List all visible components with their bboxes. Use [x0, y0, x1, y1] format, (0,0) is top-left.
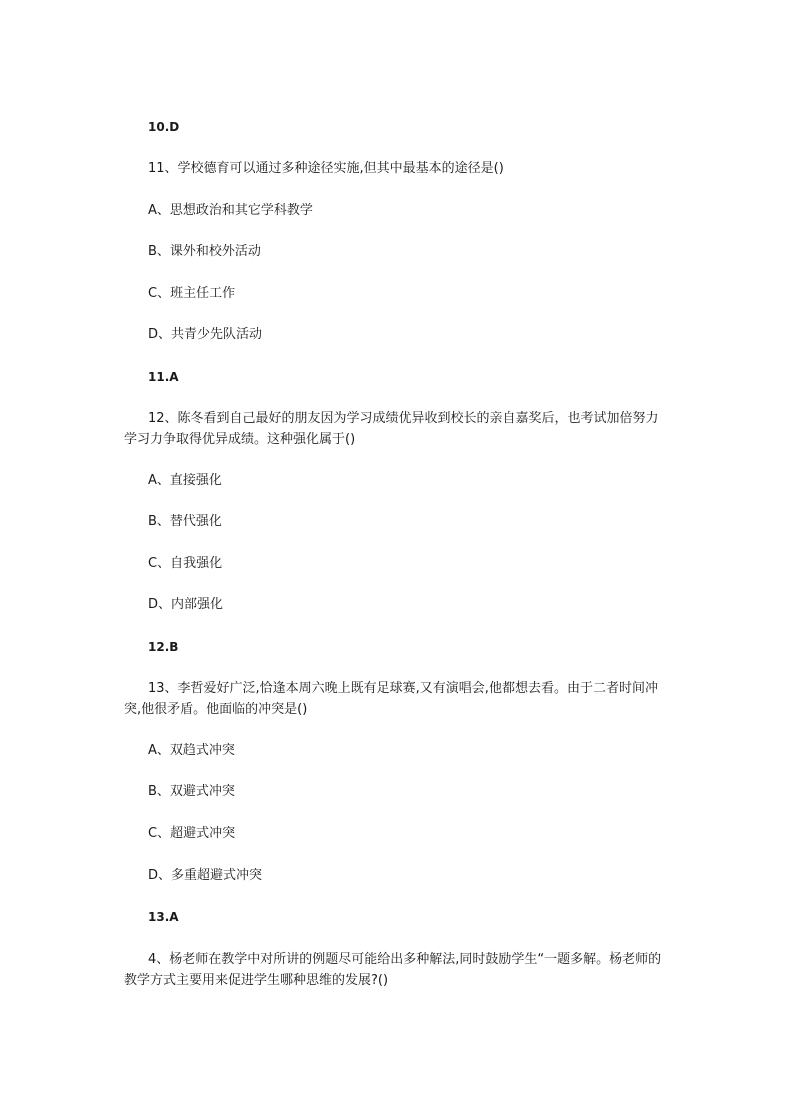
answer-11: 11.A: [148, 370, 179, 384]
option-11-a: A、思想政治和其它学科教学: [148, 203, 313, 218]
question-12: 12、陈冬看到自己最好的朋友因为学习成绩优异收到校长的亲自嘉奖后，也考试加倍努力学习力争取得优异成绩。这种强化属于(): [124, 411, 659, 447]
option-13-b: B、双避式冲突: [148, 784, 235, 799]
option-12-b: B、替代强化: [148, 514, 222, 529]
option-11-c: C、班主任工作: [148, 286, 236, 301]
answer-13: 13.A: [148, 910, 179, 924]
option-13-a: A、双趋式冲突: [148, 743, 235, 758]
answer-10: 10.D: [148, 120, 180, 134]
question-4: 4、杨老师在教学中对所讲的例题尽可能给出多种解法,同时鼓励学生“一题多解。杨老师的教学方式主要用来促进学生哪种思维的发展?(): [124, 952, 662, 988]
option-12-c: C、自我强化: [148, 556, 223, 571]
question-13: 13、李哲爱好广泛,恰逢本周六晚上既有足球赛,又有演唱会,他都想去看。由于二者时间冲突,他很矛盾。他面临的冲突是(): [124, 681, 658, 717]
option-13-d: D、多重超避式冲突: [148, 868, 263, 883]
question-11: 11、学校德育可以通过多种途径实施,但其中最基本的途径是(): [148, 161, 504, 176]
option-12-a: A、直接强化: [148, 473, 222, 488]
option-12-d: D、内部强化: [148, 597, 224, 612]
option-13-c: C、超避式冲突: [148, 826, 236, 841]
answer-12: 12.B: [148, 640, 179, 654]
option-11-b: B、课外和校外活动: [148, 244, 261, 259]
option-11-d: D、共青少先队活动: [148, 327, 263, 342]
